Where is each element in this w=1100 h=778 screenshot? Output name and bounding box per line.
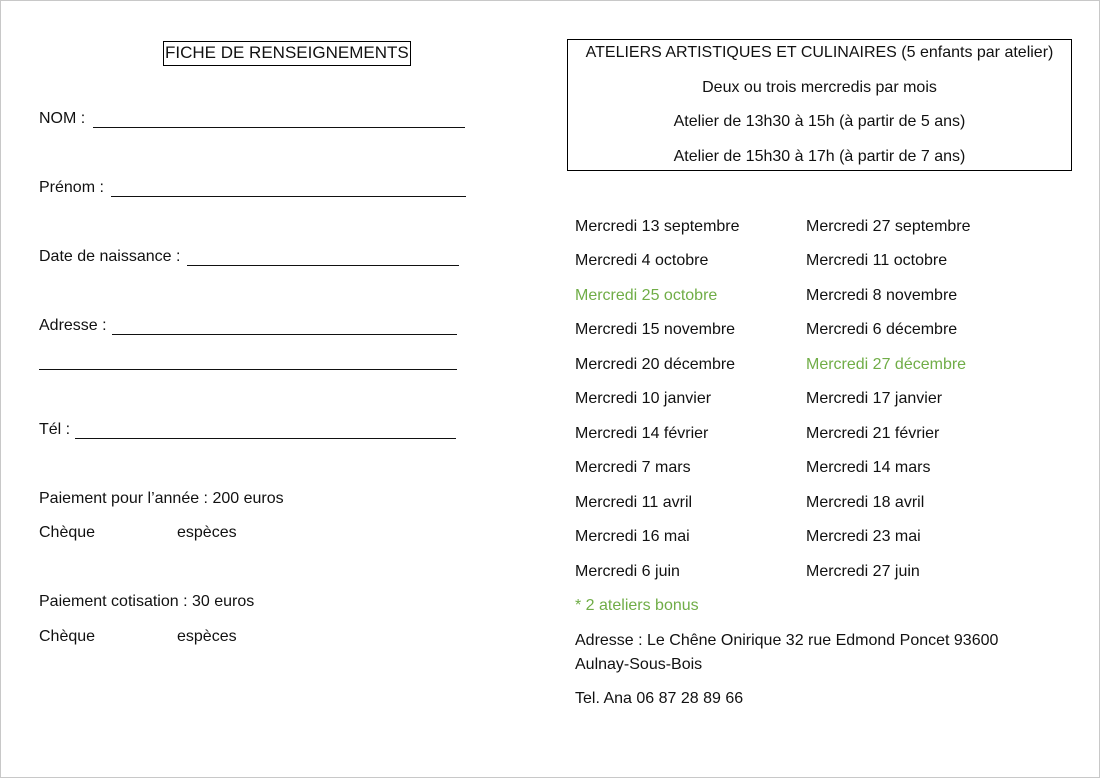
- date-item: Mercredi 8 novembre: [806, 287, 958, 304]
- address-line-2: Aulnay-Sous-Bois: [575, 656, 703, 673]
- date-item: Mercredi 27 juin: [806, 563, 920, 580]
- date-item: Mercredi 17 janvier: [806, 390, 943, 407]
- date-item: Mercredi 6 décembre: [806, 321, 958, 338]
- payment-fee-label: Paiement cotisation : 30 euros: [39, 593, 255, 610]
- date-item-bonus: Mercredi 27 décembre: [806, 356, 967, 373]
- date-item: Mercredi 21 février: [806, 425, 940, 442]
- date-item: Mercredi 11 octobre: [806, 252, 948, 269]
- payment-year-especes: espèces: [177, 524, 237, 541]
- field-label-date-naissance: Date de naissance :: [39, 248, 181, 265]
- date-item-bonus: Mercredi 25 octobre: [575, 287, 718, 304]
- field-line-adresse[interactable]: [112, 334, 457, 335]
- payment-year-label: Paiement pour l’année : 200 euros: [39, 490, 284, 507]
- info-line-frequency: Deux ou trois mercredis par mois: [702, 79, 937, 96]
- date-item: Mercredi 4 octobre: [575, 252, 709, 269]
- info-line-session-2: Atelier de 15h30 à 17h (à partir de 7 ans): [673, 148, 966, 165]
- info-line-title: ATELIERS ARTISTIQUES ET CULINAIRES (5 enfants par atelier): [585, 44, 1054, 61]
- info-box: [567, 39, 1072, 171]
- field-line-nom[interactable]: [93, 127, 465, 128]
- field-label-adresse: Adresse :: [39, 317, 107, 334]
- date-item: Mercredi 6 juin: [575, 563, 680, 580]
- form-title: FICHE DE RENSEIGNEMENTS: [163, 41, 411, 66]
- date-item: Mercredi 10 janvier: [575, 390, 712, 407]
- date-item: Mercredi 13 septembre: [575, 218, 740, 235]
- field-line-date-naissance[interactable]: [187, 265, 459, 266]
- date-item: Mercredi 27 septembre: [806, 218, 971, 235]
- contact-phone: Tel. Ana 06 87 28 89 66: [575, 690, 744, 707]
- field-label-tel: Tél :: [39, 421, 71, 438]
- bonus-note: * 2 ateliers bonus: [575, 597, 699, 614]
- date-item: Mercredi 23 mai: [806, 528, 921, 545]
- address-line-1: Adresse : Le Chêne Onirique 32 rue Edmond Poncet 93600: [575, 632, 999, 649]
- payment-year-cheque: Chèque: [39, 524, 96, 541]
- date-item: Mercredi 14 mars: [806, 459, 931, 476]
- date-item: Mercredi 7 mars: [575, 459, 691, 476]
- field-line-adresse-2[interactable]: [39, 369, 457, 370]
- info-line-session-1: Atelier de 13h30 à 15h (à partir de 5 ans): [673, 113, 966, 130]
- payment-fee-especes: espèces: [177, 628, 237, 645]
- field-label-prenom: Prénom :: [39, 179, 104, 196]
- date-item: Mercredi 20 décembre: [575, 356, 736, 373]
- date-item: Mercredi 14 février: [575, 425, 709, 442]
- field-line-prenom[interactable]: [111, 196, 466, 197]
- date-item: Mercredi 11 avril: [575, 494, 693, 511]
- field-line-tel[interactable]: [75, 438, 456, 439]
- date-item: Mercredi 18 avril: [806, 494, 925, 511]
- field-label-nom: NOM :: [39, 110, 86, 127]
- date-item: Mercredi 15 novembre: [575, 321, 736, 338]
- date-item: Mercredi 16 mai: [575, 528, 690, 545]
- payment-fee-cheque: Chèque: [39, 628, 96, 645]
